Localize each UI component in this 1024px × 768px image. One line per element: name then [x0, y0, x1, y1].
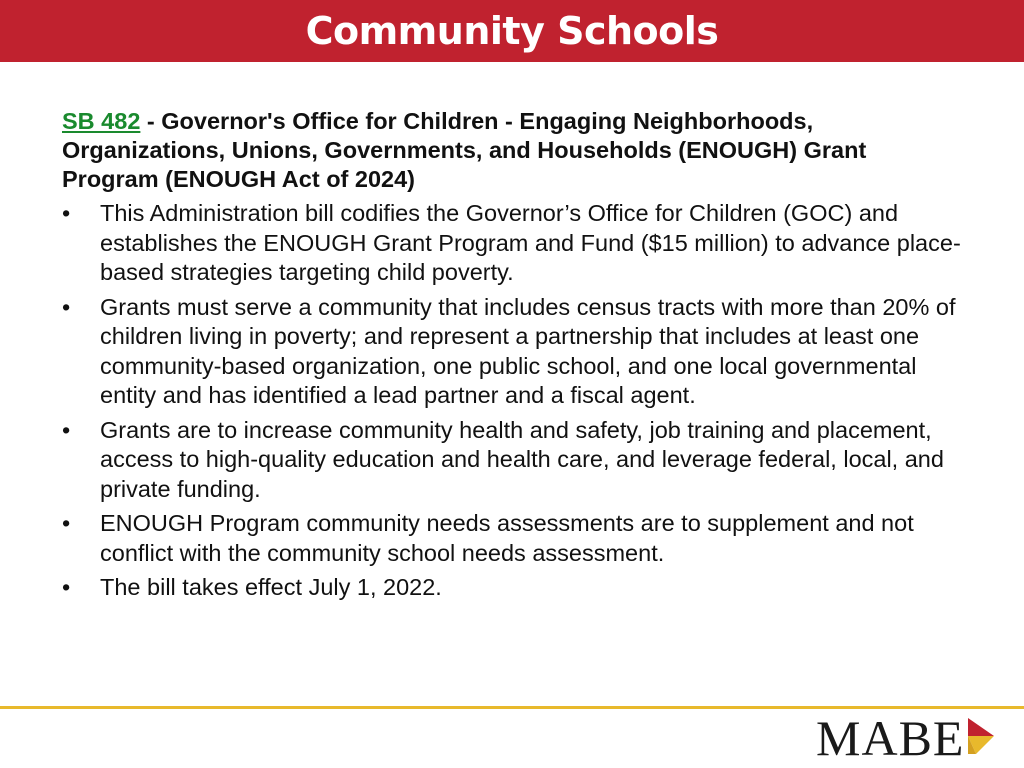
- bullet-item: [62, 509, 967, 568]
- bullet-icon: •: [62, 574, 71, 600]
- bullet-icon: •: [62, 510, 71, 536]
- bullet-text: ENOUGH Program community needs assessments are to supplement and not conflict with the community school needs assessment.: [100, 510, 914, 566]
- slide-content: [62, 107, 967, 603]
- bullet-text: Grants are to increase community health and safety, job training and placement, access to high-quality education and health care, and leverage federal, local, and private funding.: [100, 416, 944, 502]
- bullet-text: This Administration bill codifies the Governor’s Office for Children (GOC) and establishes the ENOUGH Grant Program and Fund ($15 million) to advance place-based strategies targeting child poverty.: [100, 200, 961, 285]
- bullet-icon: •: [62, 416, 71, 443]
- logo-arrow-icon: [966, 716, 996, 760]
- bullet-icon: •: [62, 200, 71, 226]
- mabe-logo: [816, 710, 996, 766]
- bill-heading: [62, 107, 967, 194]
- footer-divider: [0, 706, 1024, 709]
- bill-heading-text: - Governor's Office for Children - Engaging Neighborhoods, Organizations, Unions, Governments, and Households (ENOUGH) Grant Program (ENOUGH Act of 2024): [62, 108, 867, 192]
- bullet-list: [62, 199, 967, 603]
- bullet-item: [62, 416, 967, 505]
- bullet-text: Grants must serve a community that includes census tracts with more than 20% of children living in poverty; and represent a partnership that includes at least one community-based organization, one public school, and one local governmental entity and has identified a lead partner and a fiscal agent.: [100, 293, 956, 408]
- bullet-item: [62, 573, 967, 603]
- logo-text: MABE: [816, 710, 965, 766]
- title-bar: [0, 0, 1024, 62]
- slide-title: Community Schools: [305, 9, 719, 53]
- bill-link[interactable]: SB 482: [62, 108, 141, 134]
- bullet-item: [62, 199, 967, 288]
- bullet-icon: •: [62, 293, 71, 320]
- bullet-item: [62, 293, 967, 411]
- bullet-text: The bill takes effect July 1, 2022.: [100, 574, 442, 600]
